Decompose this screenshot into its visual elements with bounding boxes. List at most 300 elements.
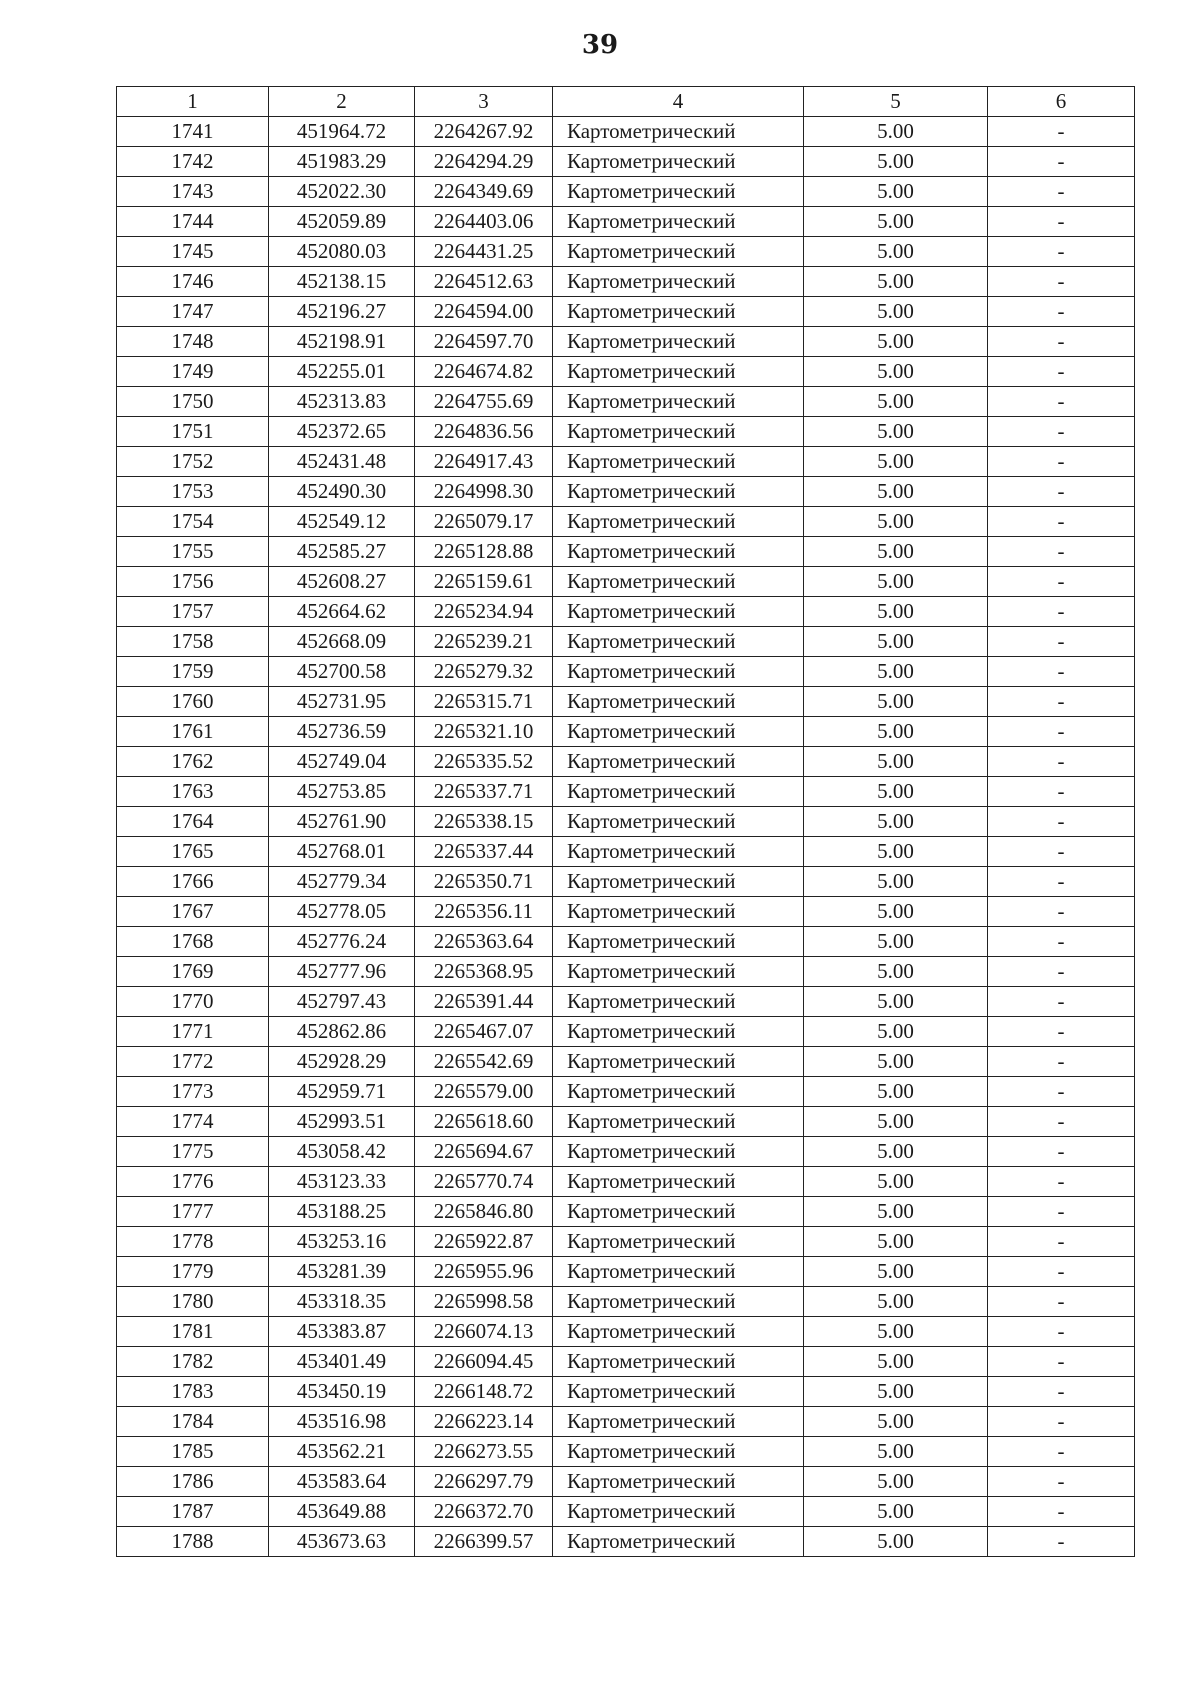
y-coordinate-cell: 2265618.60	[415, 1107, 553, 1137]
y-coordinate-cell: 2265079.17	[415, 507, 553, 537]
method-cell: Картометрический	[553, 597, 804, 627]
accuracy-cell: 5.00	[804, 267, 988, 297]
accuracy-cell: 5.00	[804, 507, 988, 537]
table-row	[117, 447, 1135, 477]
point-number-cell: 1761	[117, 717, 269, 747]
note-cell: -	[988, 717, 1135, 747]
point-number-cell: 1752	[117, 447, 269, 477]
table-row	[117, 237, 1135, 267]
point-number-cell: 1759	[117, 657, 269, 687]
table-row	[117, 147, 1135, 177]
table-row	[117, 807, 1135, 837]
x-coordinate-cell: 452959.71	[269, 1077, 415, 1107]
x-coordinate-cell: 452862.86	[269, 1017, 415, 1047]
table-row	[117, 507, 1135, 537]
y-coordinate-cell: 2265998.58	[415, 1287, 553, 1317]
table-row	[117, 927, 1135, 957]
table-row	[117, 867, 1135, 897]
y-coordinate-cell: 2266297.79	[415, 1467, 553, 1497]
table-row	[117, 1467, 1135, 1497]
table-row	[117, 597, 1135, 627]
table-row	[117, 777, 1135, 807]
note-cell: -	[988, 447, 1135, 477]
y-coordinate-cell: 2266273.55	[415, 1437, 553, 1467]
accuracy-cell: 5.00	[804, 1257, 988, 1287]
y-coordinate-cell: 2265955.96	[415, 1257, 553, 1287]
method-cell: Картометрический	[553, 1137, 804, 1167]
point-number-cell: 1747	[117, 297, 269, 327]
point-number-cell: 1768	[117, 927, 269, 957]
point-number-cell: 1786	[117, 1467, 269, 1497]
y-coordinate-cell: 2266074.13	[415, 1317, 553, 1347]
accuracy-cell: 5.00	[804, 657, 988, 687]
y-coordinate-cell: 2266094.45	[415, 1347, 553, 1377]
note-cell: -	[988, 177, 1135, 207]
y-coordinate-cell: 2266399.57	[415, 1527, 553, 1557]
accuracy-cell: 5.00	[804, 147, 988, 177]
method-cell: Картометрический	[553, 237, 804, 267]
table-row	[117, 717, 1135, 747]
x-coordinate-cell: 452768.01	[269, 837, 415, 867]
column-header: 6	[988, 87, 1135, 117]
y-coordinate-cell: 2265579.00	[415, 1077, 553, 1107]
point-number-cell: 1748	[117, 327, 269, 357]
method-cell: Картометрический	[553, 327, 804, 357]
accuracy-cell: 5.00	[804, 327, 988, 357]
note-cell: -	[988, 237, 1135, 267]
x-coordinate-cell: 451964.72	[269, 117, 415, 147]
point-number-cell: 1753	[117, 477, 269, 507]
y-coordinate-cell: 2265159.61	[415, 567, 553, 597]
coordinates-table	[116, 86, 1135, 1557]
y-coordinate-cell: 2265337.44	[415, 837, 553, 867]
y-coordinate-cell: 2265321.10	[415, 717, 553, 747]
table-row	[117, 327, 1135, 357]
note-cell: -	[988, 1347, 1135, 1377]
y-coordinate-cell: 2264294.29	[415, 147, 553, 177]
accuracy-cell: 5.00	[804, 597, 988, 627]
y-coordinate-cell: 2264267.92	[415, 117, 553, 147]
method-cell: Картометрический	[553, 1197, 804, 1227]
y-coordinate-cell: 2265350.71	[415, 867, 553, 897]
method-cell: Картометрический	[553, 1017, 804, 1047]
y-coordinate-cell: 2265467.07	[415, 1017, 553, 1047]
table-row	[117, 1287, 1135, 1317]
method-cell: Картометрический	[553, 417, 804, 447]
table-row	[117, 1257, 1135, 1287]
table-row	[117, 1017, 1135, 1047]
accuracy-cell: 5.00	[804, 807, 988, 837]
x-coordinate-cell: 452928.29	[269, 1047, 415, 1077]
point-number-cell: 1754	[117, 507, 269, 537]
method-cell: Картометрический	[553, 1257, 804, 1287]
x-coordinate-cell: 452585.27	[269, 537, 415, 567]
accuracy-cell: 5.00	[804, 207, 988, 237]
note-cell: -	[988, 1107, 1135, 1137]
note-cell: -	[988, 267, 1135, 297]
x-coordinate-cell: 452431.48	[269, 447, 415, 477]
accuracy-cell: 5.00	[804, 687, 988, 717]
point-number-cell: 1757	[117, 597, 269, 627]
point-number-cell: 1775	[117, 1137, 269, 1167]
x-coordinate-cell: 452761.90	[269, 807, 415, 837]
method-cell: Картометрический	[553, 447, 804, 477]
table-row	[117, 567, 1135, 597]
note-cell: -	[988, 1377, 1135, 1407]
note-cell: -	[988, 1227, 1135, 1257]
y-coordinate-cell: 2264403.06	[415, 207, 553, 237]
point-number-cell: 1771	[117, 1017, 269, 1047]
y-coordinate-cell: 2265315.71	[415, 687, 553, 717]
method-cell: Картометрический	[553, 1287, 804, 1317]
note-cell: -	[988, 1257, 1135, 1287]
note-cell: -	[988, 777, 1135, 807]
point-number-cell: 1769	[117, 957, 269, 987]
method-cell: Картометрический	[553, 897, 804, 927]
point-number-cell: 1756	[117, 567, 269, 597]
point-number-cell: 1765	[117, 837, 269, 867]
method-cell: Картометрический	[553, 837, 804, 867]
point-number-cell: 1785	[117, 1437, 269, 1467]
accuracy-cell: 5.00	[804, 237, 988, 267]
accuracy-cell: 5.00	[804, 747, 988, 777]
accuracy-cell: 5.00	[804, 1227, 988, 1257]
note-cell: -	[988, 1137, 1135, 1167]
table-row	[117, 1197, 1135, 1227]
point-number-cell: 1774	[117, 1107, 269, 1137]
x-coordinate-cell: 452372.65	[269, 417, 415, 447]
x-coordinate-cell: 452549.12	[269, 507, 415, 537]
y-coordinate-cell: 2265239.21	[415, 627, 553, 657]
method-cell: Картометрический	[553, 957, 804, 987]
table-header	[117, 87, 1135, 117]
y-coordinate-cell: 2265391.44	[415, 987, 553, 1017]
point-number-cell: 1764	[117, 807, 269, 837]
accuracy-cell: 5.00	[804, 927, 988, 957]
method-cell: Картометрический	[553, 537, 804, 567]
point-number-cell: 1772	[117, 1047, 269, 1077]
accuracy-cell: 5.00	[804, 837, 988, 867]
table-row	[117, 207, 1135, 237]
note-cell: -	[988, 117, 1135, 147]
accuracy-cell: 5.00	[804, 297, 988, 327]
method-cell: Картометрический	[553, 687, 804, 717]
point-number-cell: 1749	[117, 357, 269, 387]
method-cell: Картометрический	[553, 1317, 804, 1347]
accuracy-cell: 5.00	[804, 1527, 988, 1557]
point-number-cell: 1743	[117, 177, 269, 207]
y-coordinate-cell: 2265363.64	[415, 927, 553, 957]
point-number-cell: 1773	[117, 1077, 269, 1107]
x-coordinate-cell: 452797.43	[269, 987, 415, 1017]
accuracy-cell: 5.00	[804, 897, 988, 927]
method-cell: Картометрический	[553, 267, 804, 297]
table-row	[117, 267, 1135, 297]
x-coordinate-cell: 451983.29	[269, 147, 415, 177]
y-coordinate-cell: 2265922.87	[415, 1227, 553, 1257]
method-cell: Картометрический	[553, 1077, 804, 1107]
accuracy-cell: 5.00	[804, 1437, 988, 1467]
point-number-cell: 1784	[117, 1407, 269, 1437]
y-coordinate-cell: 2264674.82	[415, 357, 553, 387]
table-row	[117, 1407, 1135, 1437]
y-coordinate-cell: 2265337.71	[415, 777, 553, 807]
note-cell: -	[988, 927, 1135, 957]
y-coordinate-cell: 2265338.15	[415, 807, 553, 837]
accuracy-cell: 5.00	[804, 1047, 988, 1077]
y-coordinate-cell: 2264755.69	[415, 387, 553, 417]
y-coordinate-cell: 2264512.63	[415, 267, 553, 297]
table-row	[117, 1137, 1135, 1167]
table-row	[117, 627, 1135, 657]
point-number-cell: 1778	[117, 1227, 269, 1257]
accuracy-cell: 5.00	[804, 1467, 988, 1497]
x-coordinate-cell: 453401.49	[269, 1347, 415, 1377]
x-coordinate-cell: 452198.91	[269, 327, 415, 357]
accuracy-cell: 5.00	[804, 627, 988, 657]
note-cell: -	[988, 477, 1135, 507]
y-coordinate-cell: 2265356.11	[415, 897, 553, 927]
point-number-cell: 1788	[117, 1527, 269, 1557]
table-row	[117, 417, 1135, 447]
x-coordinate-cell: 452059.89	[269, 207, 415, 237]
y-coordinate-cell: 2265128.88	[415, 537, 553, 567]
accuracy-cell: 5.00	[804, 567, 988, 597]
table-row	[117, 387, 1135, 417]
table-row	[117, 1167, 1135, 1197]
note-cell: -	[988, 387, 1135, 417]
note-cell: -	[988, 1437, 1135, 1467]
accuracy-cell: 5.00	[804, 1497, 988, 1527]
x-coordinate-cell: 453673.63	[269, 1527, 415, 1557]
x-coordinate-cell: 453583.64	[269, 1467, 415, 1497]
column-header: 1	[117, 87, 269, 117]
x-coordinate-cell: 453318.35	[269, 1287, 415, 1317]
table-row	[117, 1227, 1135, 1257]
method-cell: Картометрический	[553, 1527, 804, 1557]
accuracy-cell: 5.00	[804, 987, 988, 1017]
table-row	[117, 117, 1135, 147]
x-coordinate-cell: 452490.30	[269, 477, 415, 507]
accuracy-cell: 5.00	[804, 1347, 988, 1377]
point-number-cell: 1767	[117, 897, 269, 927]
column-header: 2	[269, 87, 415, 117]
x-coordinate-cell: 452753.85	[269, 777, 415, 807]
table-row	[117, 297, 1135, 327]
note-cell: -	[988, 957, 1135, 987]
note-cell: -	[988, 357, 1135, 387]
method-cell: Картометрический	[553, 1407, 804, 1437]
note-cell: -	[988, 417, 1135, 447]
y-coordinate-cell: 2266148.72	[415, 1377, 553, 1407]
note-cell: -	[988, 897, 1135, 927]
y-coordinate-cell: 2265279.32	[415, 657, 553, 687]
method-cell: Картометрический	[553, 177, 804, 207]
x-coordinate-cell: 452749.04	[269, 747, 415, 777]
point-number-cell: 1755	[117, 537, 269, 567]
x-coordinate-cell: 453383.87	[269, 1317, 415, 1347]
x-coordinate-cell: 452736.59	[269, 717, 415, 747]
note-cell: -	[988, 567, 1135, 597]
x-coordinate-cell: 452080.03	[269, 237, 415, 267]
x-coordinate-cell: 453058.42	[269, 1137, 415, 1167]
x-coordinate-cell: 452608.27	[269, 567, 415, 597]
table-row	[117, 477, 1135, 507]
method-cell: Картометрический	[553, 1227, 804, 1257]
accuracy-cell: 5.00	[804, 477, 988, 507]
page-number: 39	[581, 30, 619, 60]
point-number-cell: 1776	[117, 1167, 269, 1197]
table-row	[117, 1497, 1135, 1527]
point-number-cell: 1763	[117, 777, 269, 807]
table-row	[117, 987, 1135, 1017]
x-coordinate-cell: 453516.98	[269, 1407, 415, 1437]
table-row	[117, 357, 1135, 387]
note-cell: -	[988, 1197, 1135, 1227]
point-number-cell: 1746	[117, 267, 269, 297]
table-row	[117, 1347, 1135, 1377]
x-coordinate-cell: 453562.21	[269, 1437, 415, 1467]
accuracy-cell: 5.00	[804, 1317, 988, 1347]
table-row	[117, 747, 1135, 777]
note-cell: -	[988, 1167, 1135, 1197]
point-number-cell: 1766	[117, 867, 269, 897]
table-row	[117, 687, 1135, 717]
x-coordinate-cell: 452993.51	[269, 1107, 415, 1137]
method-cell: Картометрический	[553, 1377, 804, 1407]
method-cell: Картометрический	[553, 357, 804, 387]
x-coordinate-cell: 453649.88	[269, 1497, 415, 1527]
method-cell: Картометрический	[553, 867, 804, 897]
note-cell: -	[988, 1047, 1135, 1077]
accuracy-cell: 5.00	[804, 1137, 988, 1167]
x-coordinate-cell: 453450.19	[269, 1377, 415, 1407]
method-cell: Картометрический	[553, 1497, 804, 1527]
y-coordinate-cell: 2264917.43	[415, 447, 553, 477]
accuracy-cell: 5.00	[804, 867, 988, 897]
x-coordinate-cell: 452313.83	[269, 387, 415, 417]
note-cell: -	[988, 1017, 1135, 1047]
note-cell: -	[988, 1287, 1135, 1317]
note-cell: -	[988, 1467, 1135, 1497]
column-header: 5	[804, 87, 988, 117]
y-coordinate-cell: 2265234.94	[415, 597, 553, 627]
y-coordinate-cell: 2266372.70	[415, 1497, 553, 1527]
x-coordinate-cell: 452664.62	[269, 597, 415, 627]
point-number-cell: 1758	[117, 627, 269, 657]
table-row	[117, 1107, 1135, 1137]
point-number-cell: 1741	[117, 117, 269, 147]
method-cell: Картометрический	[553, 207, 804, 237]
method-cell: Картометрический	[553, 297, 804, 327]
method-cell: Картометрический	[553, 117, 804, 147]
note-cell: -	[988, 507, 1135, 537]
table-row	[117, 1047, 1135, 1077]
point-number-cell: 1777	[117, 1197, 269, 1227]
point-number-cell: 1783	[117, 1377, 269, 1407]
accuracy-cell: 5.00	[804, 1407, 988, 1437]
x-coordinate-cell: 452779.34	[269, 867, 415, 897]
table-row	[117, 957, 1135, 987]
accuracy-cell: 5.00	[804, 537, 988, 567]
table-row	[117, 657, 1135, 687]
accuracy-cell: 5.00	[804, 177, 988, 207]
y-coordinate-cell: 2265770.74	[415, 1167, 553, 1197]
x-coordinate-cell: 452777.96	[269, 957, 415, 987]
method-cell: Картометрический	[553, 1437, 804, 1467]
accuracy-cell: 5.00	[804, 387, 988, 417]
method-cell: Картометрический	[553, 747, 804, 777]
method-cell: Картометрический	[553, 387, 804, 417]
note-cell: -	[988, 1407, 1135, 1437]
method-cell: Картометрический	[553, 927, 804, 957]
y-coordinate-cell: 2264998.30	[415, 477, 553, 507]
method-cell: Картометрический	[553, 657, 804, 687]
table-row	[117, 897, 1135, 927]
y-coordinate-cell: 2265335.52	[415, 747, 553, 777]
accuracy-cell: 5.00	[804, 447, 988, 477]
x-coordinate-cell: 452700.58	[269, 657, 415, 687]
point-number-cell: 1779	[117, 1257, 269, 1287]
point-number-cell: 1781	[117, 1317, 269, 1347]
method-cell: Картометрический	[553, 1467, 804, 1497]
x-coordinate-cell: 452778.05	[269, 897, 415, 927]
y-coordinate-cell: 2266223.14	[415, 1407, 553, 1437]
note-cell: -	[988, 627, 1135, 657]
point-number-cell: 1782	[117, 1347, 269, 1377]
method-cell: Картометрический	[553, 987, 804, 1017]
y-coordinate-cell: 2265368.95	[415, 957, 553, 987]
table-row	[117, 537, 1135, 567]
point-number-cell: 1787	[117, 1497, 269, 1527]
table-row	[117, 177, 1135, 207]
accuracy-cell: 5.00	[804, 1377, 988, 1407]
note-cell: -	[988, 837, 1135, 867]
method-cell: Картометрический	[553, 1167, 804, 1197]
note-cell: -	[988, 867, 1135, 897]
x-coordinate-cell: 453253.16	[269, 1227, 415, 1257]
table-body	[117, 117, 1135, 1557]
accuracy-cell: 5.00	[804, 117, 988, 147]
note-cell: -	[988, 687, 1135, 717]
accuracy-cell: 5.00	[804, 1167, 988, 1197]
x-coordinate-cell: 452731.95	[269, 687, 415, 717]
x-coordinate-cell: 453281.39	[269, 1257, 415, 1287]
column-header: 3	[415, 87, 553, 117]
y-coordinate-cell: 2265542.69	[415, 1047, 553, 1077]
accuracy-cell: 5.00	[804, 1197, 988, 1227]
point-number-cell: 1751	[117, 417, 269, 447]
table-row	[117, 1527, 1135, 1557]
note-cell: -	[988, 147, 1135, 177]
note-cell: -	[988, 597, 1135, 627]
accuracy-cell: 5.00	[804, 1077, 988, 1107]
point-number-cell: 1750	[117, 387, 269, 417]
note-cell: -	[988, 747, 1135, 777]
y-coordinate-cell: 2264594.00	[415, 297, 553, 327]
note-cell: -	[988, 297, 1135, 327]
method-cell: Картометрический	[553, 477, 804, 507]
point-number-cell: 1770	[117, 987, 269, 1017]
column-header: 4	[553, 87, 804, 117]
x-coordinate-cell: 452668.09	[269, 627, 415, 657]
method-cell: Картометрический	[553, 567, 804, 597]
method-cell: Картометрический	[553, 627, 804, 657]
y-coordinate-cell: 2264836.56	[415, 417, 553, 447]
accuracy-cell: 5.00	[804, 717, 988, 747]
table-row	[117, 1077, 1135, 1107]
header-row	[117, 87, 1135, 117]
